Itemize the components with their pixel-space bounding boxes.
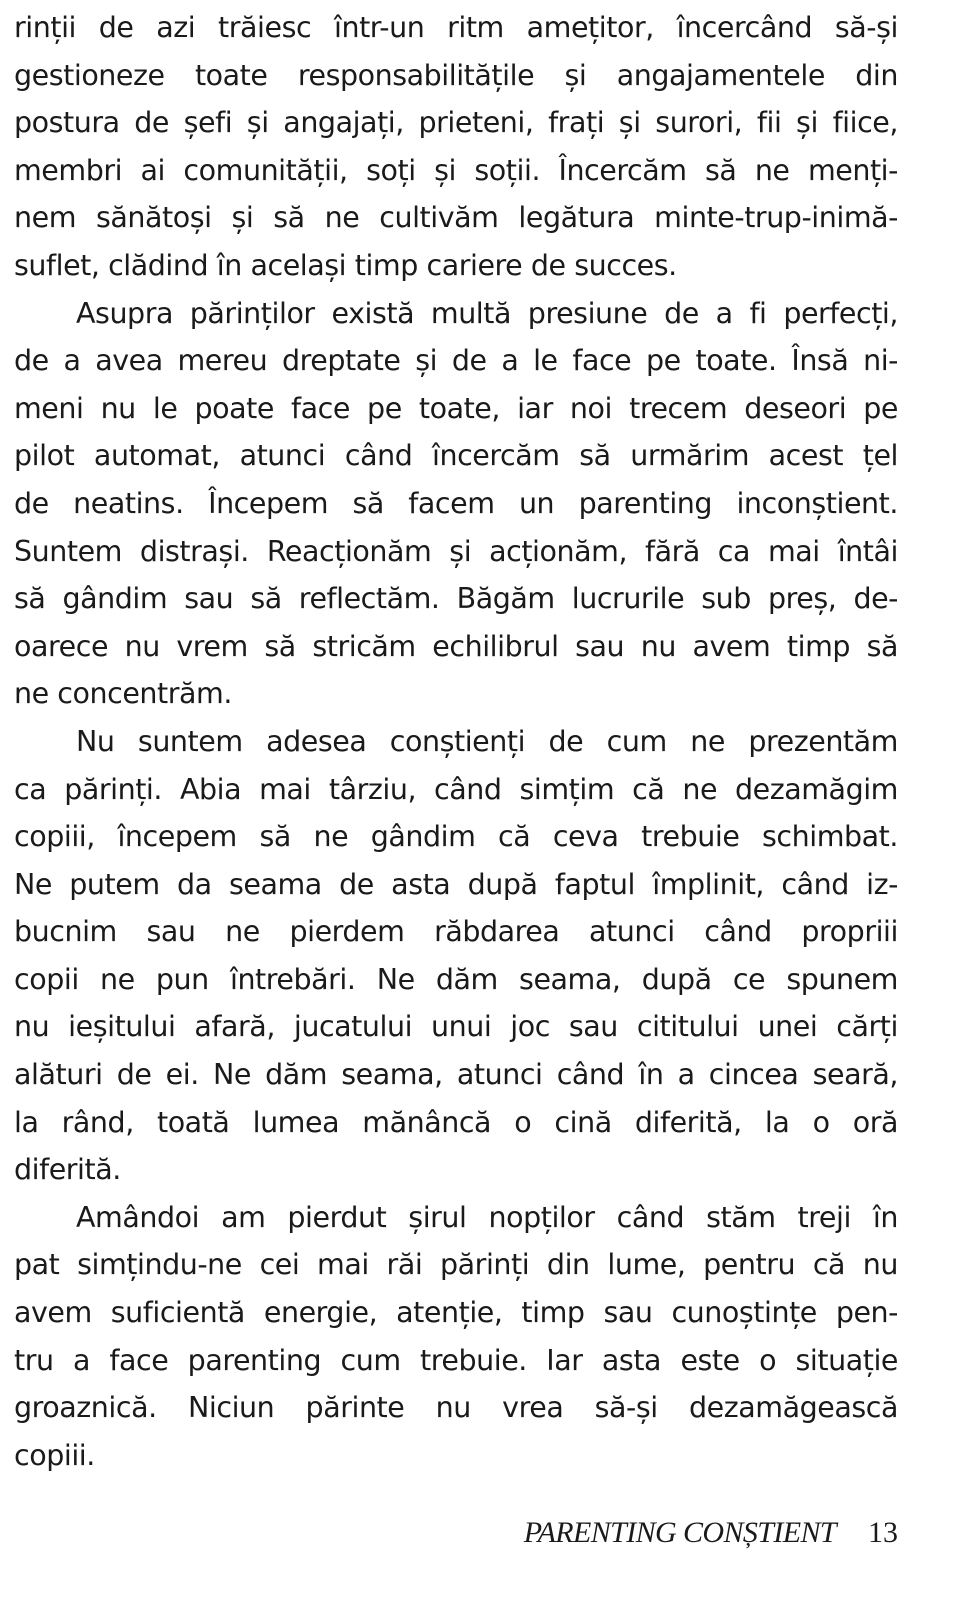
- paragraph: [14, 718, 898, 1194]
- text-line: ne concentrăm.: [14, 677, 232, 711]
- text-line: de a avea mereu dreptate și de a le face pe toate. Însă ni-: [14, 344, 898, 378]
- text-line: nu ieșitului afară, jucatului unui joc sau cititului unei cărți: [14, 1010, 898, 1044]
- text-line: nem sănătoși și să ne cultivăm legătura minte-trup-inimă-: [14, 201, 898, 235]
- text-line: Ne putem da seama de asta după faptul împlinit, când iz-: [14, 867, 898, 901]
- text-line: Nu suntem adesea conștienți de cum ne prezentăm: [76, 724, 898, 758]
- text-line: diferită.: [14, 1153, 121, 1187]
- text-line: oarece nu vrem să stricăm echilibrul sau nu avem timp să: [14, 629, 898, 663]
- text-line: rinții de azi trăiesc într-un ritm amețitor, încercând să-și: [14, 11, 898, 44]
- text-line: Amândoi am pierdut șirul nopților când stăm treji în: [76, 1200, 898, 1234]
- text-line: pilot automat, atunci când încercăm să urmărim acest țel: [14, 439, 898, 473]
- text-line: gestioneze toate responsabilitățile și angajamentele din: [14, 58, 898, 92]
- text-line: copiii, începem să ne gândim că ceva trebuie schimbat.: [14, 820, 898, 854]
- text-line: ca părinți. Abia mai târziu, când simțim că ne dezamăgim: [14, 772, 898, 806]
- body-text: [14, 4, 898, 1479]
- text-line: alături de ei. Ne dăm seama, atunci când în a cincea seară,: [14, 1058, 898, 1092]
- running-title: PARENTING CONȘTIENT: [523, 1516, 836, 1549]
- paragraph: [14, 1194, 898, 1480]
- text-line: Asupra părinților există multă presiune de a fi perfecți,: [76, 296, 898, 330]
- text-line: groaznică. Niciun părinte nu vrea să-și dezamăgească: [14, 1391, 898, 1425]
- text-line: tru a face parenting cum trebuie. Iar asta este o situație: [14, 1343, 898, 1377]
- text-line: la rând, toată lumea mănâncă o cină diferită, la o oră: [14, 1105, 898, 1139]
- text-line: copii ne pun întrebări. Ne dăm seama, după ce spunem: [14, 962, 898, 996]
- page-number: 13: [868, 1516, 898, 1549]
- paragraph: [14, 290, 898, 718]
- text-line: copiii.: [14, 1438, 95, 1472]
- text-line: de neatins. Începem să facem un parenting inconștient.: [14, 486, 898, 520]
- text-line: postura de șefi și angajați, prieteni, frați și surori, fii și fiice,: [14, 106, 898, 140]
- text-line: avem suficientă energie, atenție, timp sau cunoștințe pen-: [14, 1296, 898, 1330]
- text-line: meni nu le poate face pe toate, iar noi trecem deseori pe: [14, 391, 898, 425]
- paragraph: [14, 4, 898, 290]
- text-line: pat simțindu-ne cei mai răi părinți din lume, pentru că nu: [14, 1248, 898, 1282]
- text-line: Suntem distrași. Reacționăm și acționăm, fără ca mai întâi: [14, 534, 898, 568]
- text-line: membri ai comunității, soți și soții. Încercăm să ne menți-: [14, 153, 898, 187]
- text-line: bucnim sau ne pierdem răbdarea atunci când propriii: [14, 915, 898, 949]
- text-line: suflet, clădind în același timp cariere de succes.: [14, 248, 677, 282]
- page-footer: [524, 1516, 898, 1550]
- text-line: să gândim sau să reflectăm. Băgăm lucrurile sub preș, de-: [14, 582, 898, 616]
